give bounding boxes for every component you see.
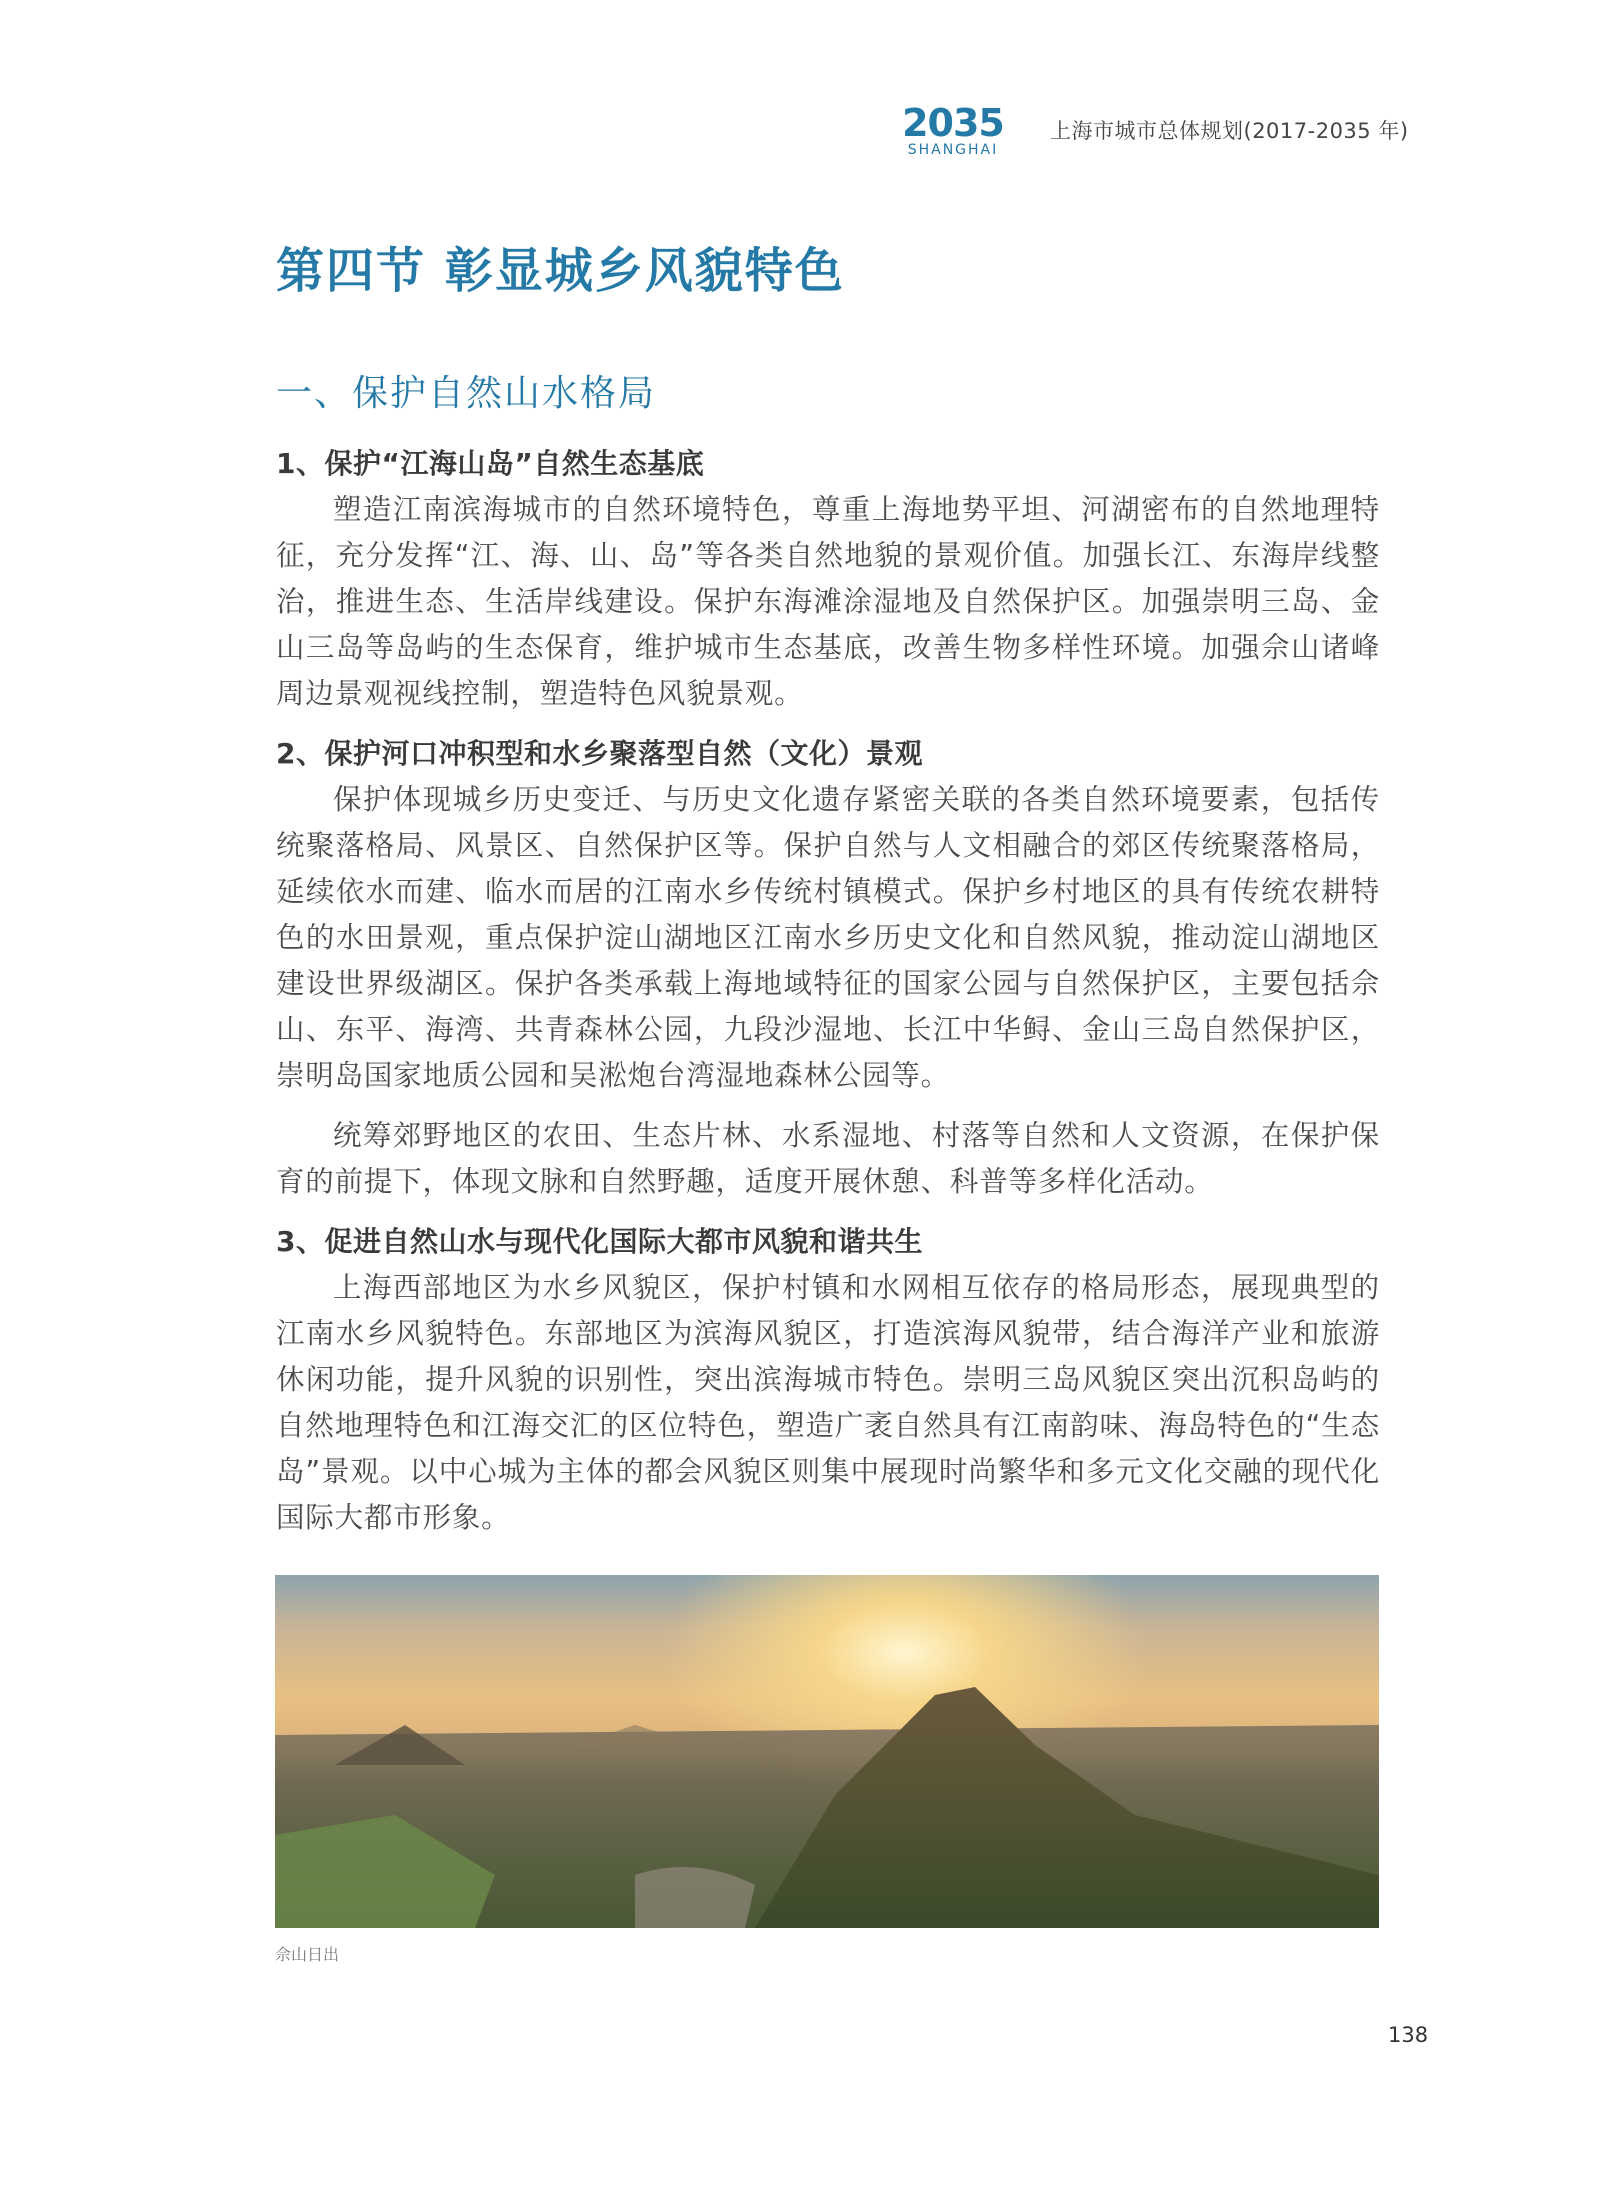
logo-year: 2035 <box>902 101 1004 145</box>
paragraph: 统筹郊野地区的农田、生态片林、水系湿地、村落等自然和人文资源，在保护保育的前提下，体现文脉和自然野趣，适度开展休憩、科普等多样化活动。 <box>276 1119 1380 1198</box>
page-number: 138 <box>1388 2023 1429 2047</box>
item-title-2: 2、保护河口冲积型和水乡聚落型自然（文化）景观 <box>276 737 923 770</box>
item-title-3: 3、促进自然山水与现代化国际大都市风貌和谐共生 <box>276 1225 923 1258</box>
paragraph: 上海西部地区为水乡风貌区，保护村镇和水网相互依存的格局形态，展现典型的江南水乡风貌特色。东部地区为滨海风貌区，打造滨海风貌带，结合海洋产业和旅游休闲功能，提升风貌的识别性，突出滨海城市特色。崇明三岛风貌区突出沉积岛屿的自然地理特色和江海交汇的区位特色，塑造广袤自然具有江南韵味、海岛特色的“生态岛”景观。以中心城为主体的都会风貌区则集中展现时尚繁华和多元文化交融的现代化国际大都市形象。 <box>276 1271 1380 1534</box>
logo-city: SHANGHAI <box>907 142 999 158</box>
photo-caption: 佘山日出 <box>275 1945 340 1964</box>
shanghai-2035-logo <box>898 101 1008 162</box>
page-header <box>898 101 1409 162</box>
paragraph: 塑造江南滨海城市的自然环境特色，尊重上海地势平坦、河湖密布的自然地理特征，充分发挥“江、海、山、岛”等各类自然地貌的景观价值。加强长江、东海岸线整治，推进生态、生活岸线建设。保护东海滩涂湿地及自然保护区。加强崇明三岛、金山三岛等岛屿的生态保育，维护城市生态基底，改善生物多样性环境。加强佘山诸峰周边景观视线控制，塑造特色风貌景观。 <box>276 493 1380 710</box>
document-title: 上海市城市总体规划(2017-2035 年) <box>1050 119 1409 143</box>
sub-heading: 一、保护自然山水格局 <box>276 373 657 414</box>
content-body <box>276 441 1380 1541</box>
section-title: 第四节 彰显城乡风貌特色 <box>276 243 845 299</box>
landscape-illustration <box>275 1575 1379 1928</box>
sheshan-sunrise-photo <box>275 1575 1379 1928</box>
item-title-1: 1、保护“江海山岛”自然生态基底 <box>276 447 705 480</box>
paragraph: 保护体现城乡历史变迁、与历史文化遗存紧密关联的各类自然环境要素，包括传统聚落格局、风景区、自然保护区等。保护自然与人文相融合的郊区传统聚落格局，延续依水而建、临水而居的江南水乡传统村镇模式。保护乡村地区的具有传统农耕特色的水田景观，重点保护淀山湖地区江南水乡历史文化和自然风貌，推动淀山湖地区建设世界级湖区。保护各类承载上海地域特征的国家公园与自然保护区，主要包括佘山、东平、海湾、共青森林公园，九段沙湿地、长江中华鲟、金山三岛自然保护区，崇明岛国家地质公园和吴淞炮台湾湿地森林公园等。 <box>276 783 1380 1092</box>
